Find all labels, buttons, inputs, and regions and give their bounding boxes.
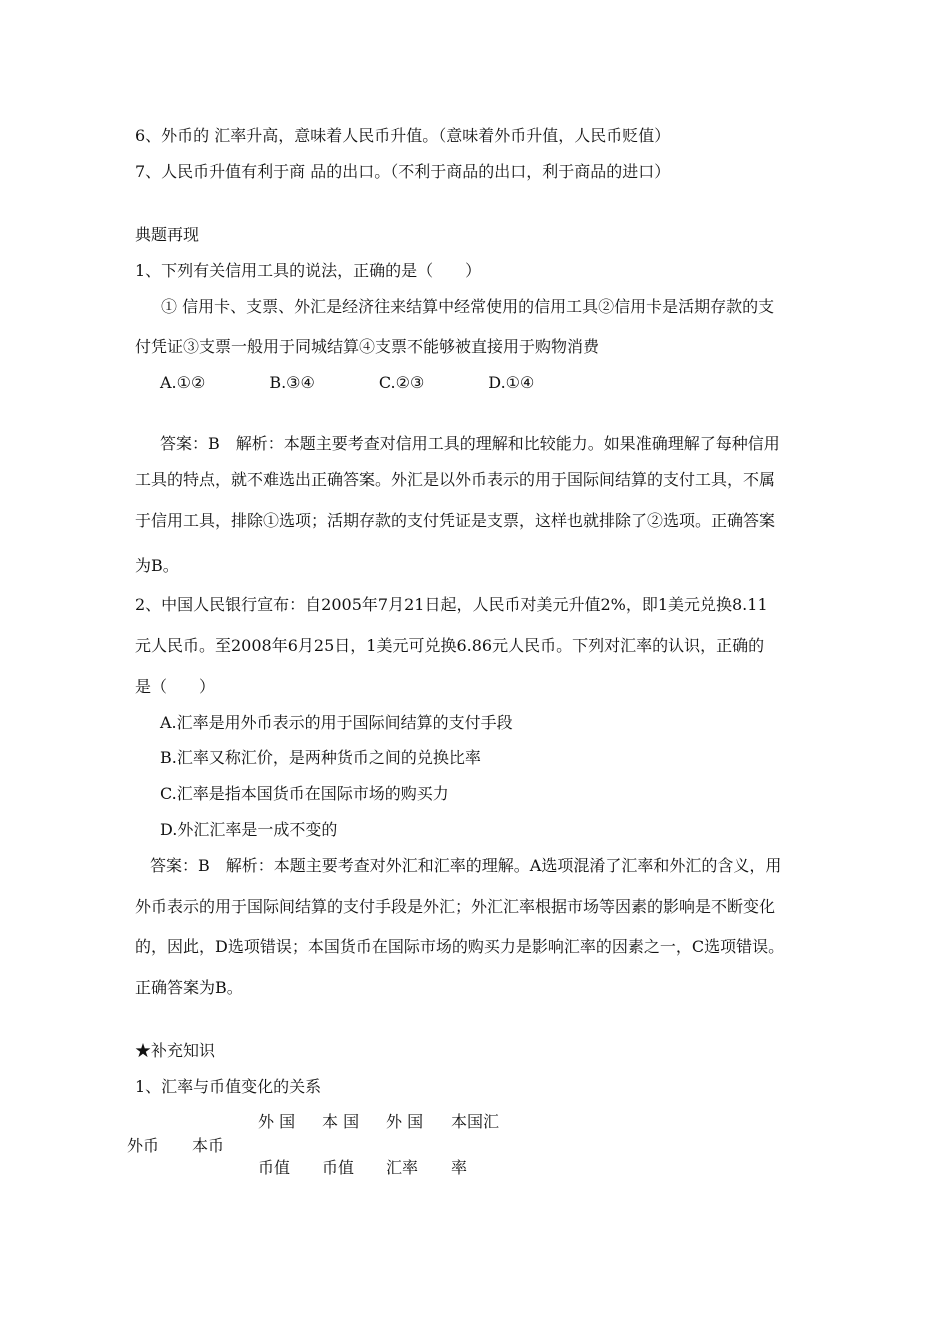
question-2: 是（ ） bbox=[135, 677, 216, 696]
table-header-foreign-value: 币值 bbox=[258, 1158, 291, 1177]
table-header-foreign-value: 外 国 bbox=[258, 1112, 296, 1131]
text-line: 6、外币的 汇率升高，意味着人民币升值。（意味着外币升值，人民币贬值） bbox=[135, 126, 671, 145]
table-header-foreign-rate: 汇率 bbox=[386, 1158, 419, 1177]
table-header-foreign-currency: 外币 bbox=[127, 1136, 160, 1155]
answer-1: 为B。 bbox=[135, 556, 179, 575]
section-heading: 典题再现 bbox=[135, 225, 200, 244]
table-header-home-currency: 本币 bbox=[192, 1136, 225, 1155]
table-header-home-value: 币值 bbox=[322, 1158, 355, 1177]
question-2: 元人民币。至2008年6月25日，1美元可兑换6.86元人民币。下列对汇率的认识，正确的 bbox=[135, 636, 765, 655]
answer-1: 工具的特点，就不难选出正确答案。外汇是以外币表示的用于国际间结算的支付工具，不属 bbox=[135, 470, 776, 489]
table-header-foreign-rate: 外 国 bbox=[386, 1112, 424, 1131]
question-1-statement: ① 信用卡、支票、外汇是经济往来结算中经常使用的信用工具②信用卡是活期存款的支 bbox=[161, 297, 775, 316]
option-d: D.外汇汇率是一成不变的 bbox=[160, 820, 338, 839]
table-header-home-rate: 率 bbox=[451, 1158, 468, 1177]
answer-1: 答案：B 解析：本题主要考查对信用工具的理解和比较能力。如果准确理解了每种信用 bbox=[160, 434, 780, 453]
question-1: 1、下列有关信用工具的说法，正确的是（ ） bbox=[135, 261, 482, 280]
question-1-statement: 付凭证③支票一般用于同城结算④支票不能够被直接用于购物消费 bbox=[135, 337, 600, 356]
option-a: A.汇率是用外币表示的用于国际间结算的支付手段 bbox=[160, 713, 513, 732]
exchange-rate-table bbox=[127, 1105, 527, 1185]
option-c: C.汇率是指本国货币在国际市场的购买力 bbox=[160, 784, 449, 803]
table-header-home-value: 本 国 bbox=[322, 1112, 360, 1131]
question-2: 2、中国人民银行宣布：自2005年7月21日起，人民币对美元升值2%，即1美元兑换8.11 bbox=[135, 595, 768, 614]
answer-2: 正确答案为B。 bbox=[135, 978, 243, 997]
supplement-item-1: 1、汇率与币值变化的关系 bbox=[135, 1077, 322, 1096]
answer-2: 的，因此，D选项错误；本国货币在国际市场的购买力是影响汇率的因素之一，C选项错误。 bbox=[135, 937, 785, 956]
answer-2: 答案：B 解析：本题主要考查对外汇和汇率的理解。A选项混淆了汇率和外汇的含义，用 bbox=[150, 856, 782, 875]
answer-2: 外币表示的用于国际间结算的支付手段是外汇；外汇汇率根据市场等因素的影响是不断变化 bbox=[135, 897, 776, 916]
option-b: B.汇率又称汇价，是两种货币之间的兑换比率 bbox=[160, 748, 481, 767]
question-1-options: A.①② B.③④ C.②③ D.①④ bbox=[160, 373, 535, 392]
text-line: 7、人民币升值有利于商 品的出口。（不利于商品的出口，利于商品的进口） bbox=[135, 162, 671, 181]
table-header-home-rate: 本国汇 bbox=[451, 1112, 500, 1131]
supplement-heading: ★补充知识 bbox=[135, 1041, 216, 1060]
answer-1: 于信用工具，排除①选项；活期存款的支付凭证是支票，这样也就排除了②选项。正确答案 bbox=[135, 511, 776, 530]
